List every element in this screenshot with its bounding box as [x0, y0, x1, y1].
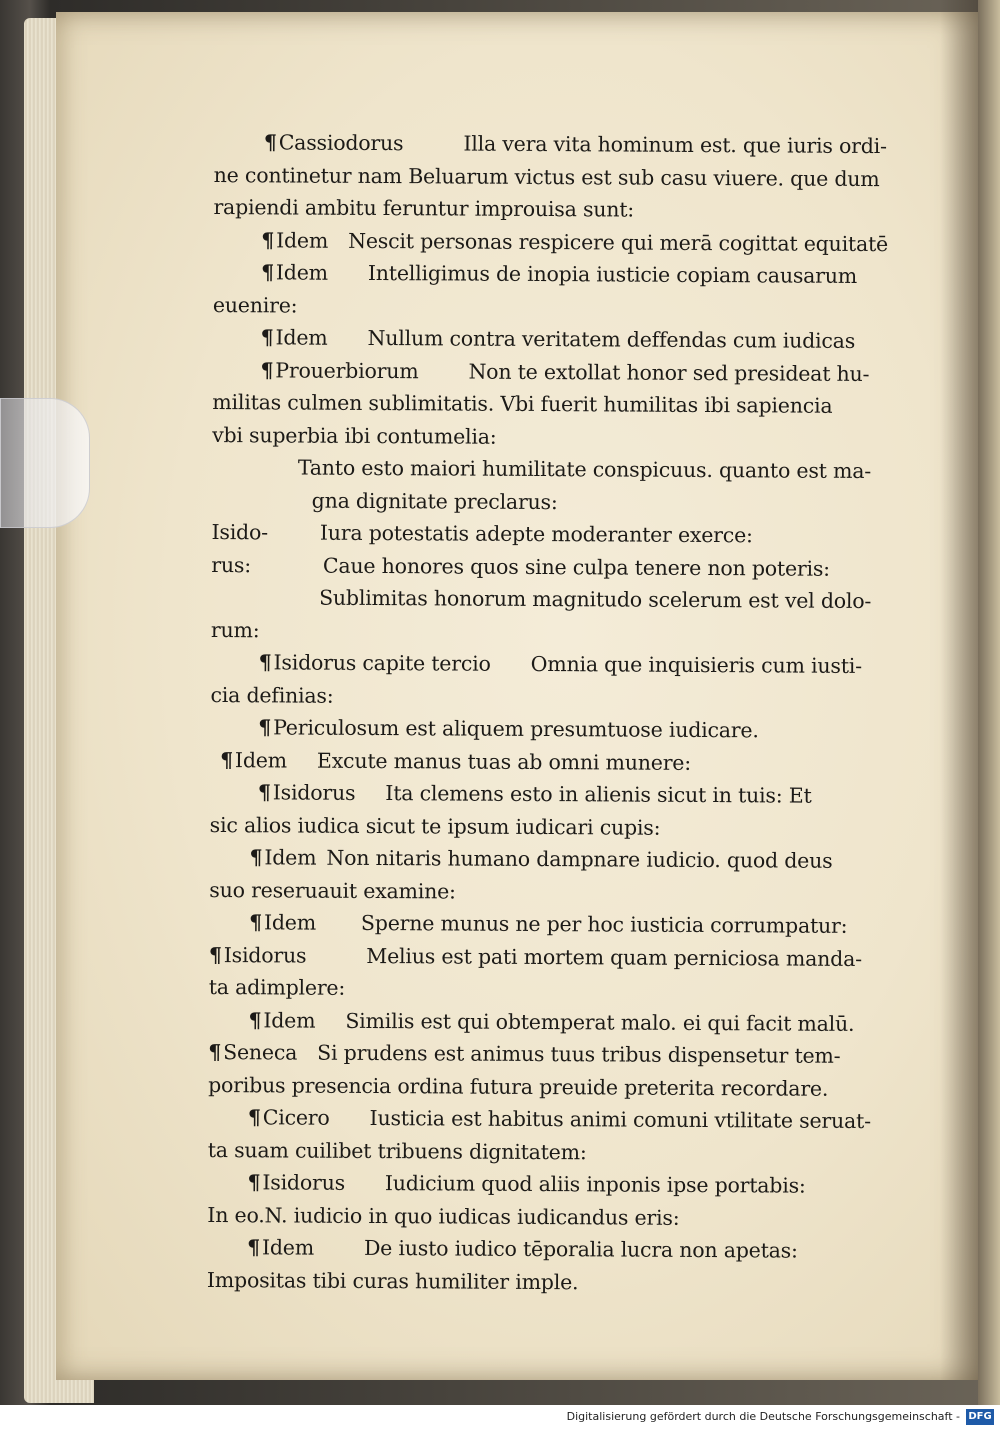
- line-text: Sperne munus ne per hoc iusticia corrumpatur:: [360, 910, 848, 938]
- text-line: [210, 743, 880, 780]
- line-text: ta adimplere:: [208, 974, 346, 1000]
- source-attribution: rus:: [211, 552, 252, 577]
- text-line: [212, 353, 882, 390]
- line-text: suo reseruauit examine:: [209, 877, 456, 903]
- pilcrow-mark: ¶: [247, 1105, 261, 1130]
- line-text: Caue honores quos sine culpa tenere non poteris:: [322, 553, 831, 581]
- gutter-shadow: [940, 0, 980, 1380]
- text-line: [207, 1231, 877, 1268]
- pilcrow-mark: ¶: [248, 1007, 262, 1032]
- text-line: [213, 223, 889, 260]
- pilcrow-mark: ¶: [249, 910, 263, 935]
- line-text: Nescit personas respicere qui merā cogittat equitatē: [348, 228, 889, 256]
- pilcrow-mark: ¶: [260, 357, 274, 382]
- pilcrow-mark: ¶: [208, 942, 222, 967]
- text-line: [211, 646, 881, 683]
- text-line: [210, 678, 880, 715]
- text-line: [209, 938, 879, 975]
- text-line: [207, 1263, 877, 1300]
- text-line: [210, 711, 880, 748]
- text-line: [212, 483, 882, 520]
- line-text: Excute manus tuas ab omni munere:: [316, 748, 692, 775]
- line-text: Similis est qui obtemperat malo. ei qui facit malū.: [345, 1008, 855, 1036]
- source-attribution: Isidorus: [262, 1170, 346, 1195]
- text-line: [211, 581, 881, 618]
- digitization-credit: Digitalisierung gefördert durch die Deutsche Forschungsgemeinschaft -: [566, 1410, 960, 1423]
- source-attribution: Idem: [234, 747, 288, 772]
- source-attribution: Idem: [261, 1235, 315, 1260]
- line-text: gna dignitate preclarus:: [311, 488, 558, 514]
- pilcrow-mark: ¶: [261, 227, 275, 252]
- page-text: [206, 126, 889, 1300]
- text-line: [209, 841, 879, 878]
- text-line: [207, 1166, 877, 1203]
- line-text: Melius est pati mortem quam perniciosa manda-: [366, 943, 862, 971]
- line-text: Intelligimus de inopia iusticie copiam causarum: [367, 260, 858, 288]
- line-text: Non nitaris humano dampnare iudicio. quod deus: [326, 845, 833, 873]
- source-attribution: Idem: [275, 260, 329, 285]
- line-text: Si prudens est animus tuus tribus dispensetur tem-: [317, 1040, 841, 1068]
- text-line: [209, 906, 879, 943]
- text-line: [211, 548, 881, 585]
- text-line: [211, 613, 881, 650]
- dfg-logo: DFG: [966, 1409, 994, 1425]
- source-attribution: Isidorus: [223, 942, 307, 968]
- source-attribution: Isidorus capite tercio: [273, 650, 491, 676]
- pilcrow-mark: ¶: [208, 1039, 222, 1065]
- pilcrow-mark: ¶: [260, 325, 274, 350]
- pilcrow-mark: ¶: [247, 1235, 261, 1260]
- line-text: Omnia que inquisieris cum iusti-: [530, 651, 862, 678]
- pilcrow-mark: ¶: [220, 747, 234, 772]
- line-text: Tanto esto maiori humilitate conspicuus. quanto est ma-: [297, 455, 872, 484]
- source-attribution: Isidorus: [272, 780, 356, 805]
- line-text: Periculosum est aliquem presumtuose iudicare.: [273, 715, 759, 743]
- line-text: poribus presencia ordina futura preuide preterita recordare.: [208, 1072, 829, 1101]
- line-text: In eo.N. iudicio in quo iudicas iudicandus eris:: [207, 1202, 680, 1230]
- line-text: vbi superbia ibi contumelia:: [212, 422, 497, 449]
- text-line: [208, 1003, 878, 1040]
- line-text: Iudicium quod aliis inponis ipse portabis:: [384, 1171, 806, 1198]
- line-text: rapiendi ambitu feruntur improuisa sunt:: [213, 194, 635, 222]
- line-text: ne continetur nam Beluarum victus est sub casu viuere. que dum: [213, 162, 880, 191]
- scan-footer: [0, 1405, 1000, 1431]
- text-line: [214, 126, 887, 163]
- text-line: [213, 256, 883, 293]
- source-attribution: Prouerbiorum: [275, 357, 419, 383]
- pilcrow-mark: ¶: [261, 260, 275, 285]
- text-line: [210, 776, 880, 813]
- source-attribution: Cicero: [262, 1105, 330, 1130]
- text-line: [208, 1133, 878, 1170]
- pilcrow-mark: ¶: [249, 845, 263, 870]
- line-text: Non te extollat honor sed presideat hu-: [468, 359, 870, 386]
- text-line: [212, 451, 882, 488]
- source-attribution: Idem: [263, 1007, 316, 1033]
- line-text: cia definias:: [210, 682, 334, 708]
- page-clip: [0, 398, 90, 528]
- line-text: Iura potestatis adepte moderanter exerce:: [319, 520, 753, 548]
- line-text: rum:: [210, 617, 260, 642]
- text-line: [212, 386, 882, 423]
- source-attribution: Idem: [263, 910, 317, 935]
- text-line: [212, 418, 882, 455]
- text-line: [211, 516, 881, 553]
- line-text: euenire:: [212, 292, 298, 318]
- text-line: [213, 288, 883, 325]
- text-line: [209, 873, 879, 910]
- line-text: Impositas tibi curas humiliter imple.: [206, 1267, 579, 1294]
- source-attribution: Idem: [276, 227, 329, 253]
- text-line: [208, 1068, 878, 1105]
- text-line: [208, 1101, 878, 1138]
- source-attribution: Isido-: [211, 519, 268, 545]
- line-text: militas culmen sublimitatis. Vbi fuerit humilitas ibi sapiencia: [212, 389, 833, 418]
- pilcrow-mark: ¶: [257, 780, 271, 805]
- facing-page-edge: [978, 0, 1000, 1405]
- source-attribution: Cassiodorus: [278, 130, 404, 156]
- line-text: Iusticia est habitus animi comuni vtilitate seruat-: [369, 1105, 871, 1134]
- pilcrow-mark: ¶: [258, 650, 272, 675]
- line-text: Illa vera vita hominum est. que iuris ordi-: [463, 131, 887, 159]
- source-attribution: Idem: [275, 325, 328, 350]
- source-attribution: Seneca: [223, 1040, 298, 1065]
- text-line: [208, 1036, 878, 1073]
- text-line: [214, 158, 884, 195]
- pilcrow-mark: ¶: [247, 1170, 261, 1195]
- line-text: Sublimitas honorum magnitudo scelerum est vel dolo-: [319, 585, 872, 614]
- source-attribution: Idem: [264, 845, 317, 870]
- text-line: [209, 971, 879, 1008]
- text-line: [207, 1198, 877, 1235]
- line-text: sic alios iudica sicut te ipsum iudicari cupis:: [209, 812, 661, 840]
- line-text: Nullum contra veritatem deffendas cum iudicas: [367, 325, 856, 353]
- line-text: ta suam cuilibet tribuens dignitatem:: [207, 1137, 587, 1164]
- pilcrow-mark: ¶: [258, 715, 272, 740]
- line-text: Ita clemens esto in alienis sicut in tuis: Et: [385, 781, 812, 808]
- text-line: [213, 191, 883, 228]
- pilcrow-mark: ¶: [263, 130, 277, 155]
- text-line: [213, 321, 883, 358]
- text-line: [210, 808, 880, 845]
- line-text: De iusto iudico tēporalia lucra non apetas:: [363, 1235, 798, 1263]
